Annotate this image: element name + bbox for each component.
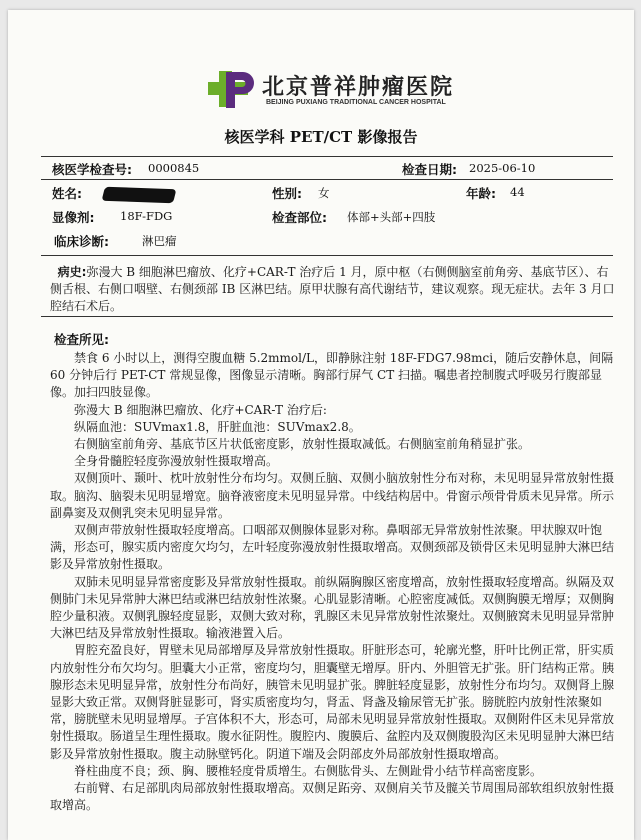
- exam-date-value: 2025-06-10: [469, 161, 536, 175]
- name-label: 姓名:: [52, 186, 82, 201]
- hospital-logo-icon: [204, 68, 262, 110]
- diagnosis-value: 淋巴瘤: [142, 234, 177, 248]
- age-value: 44: [510, 185, 525, 199]
- findings-paragraph: 禁食 6 小时以上，测得空腹血糖 5.2mmol/L，即静脉注射 18F-FDG7.98mci，随后安静休息，间隔 60 分钟后行 PET-CT 常规显像，图像显示清晰。胸部行屏气 CT 扫描。嘱患者控制腹式呼吸另行腹部显像。加扫四肢显像。: [50, 351, 614, 400]
- name-redaction: [102, 187, 177, 204]
- divider-top: [41, 156, 613, 157]
- history-paragraph: [50, 264, 620, 316]
- findings-paragraph: 双侧声带放射性摄取轻度增高。口咽部双侧腺体显影对称。鼻咽部无异常放射性浓聚。甲状腺双叶饱满，形态可，腺实质内密度欠均匀，左叶轻度弥漫放射性摄取增高。双侧颈部及锁骨区未见明显肿大淋巴结影及异常放射性摄取。: [50, 523, 615, 572]
- findings-paragraph: 胃腔充盈良好，胃壁未见局部增厚及异常放射性摄取。肝脏形态可，轮廓光整，肝叶比例正常，肝实质内放射性分布欠均匀。胆囊大小正常，密度均匀，胆囊壁无增厚。肝内、外胆管无扩张。肝门结构正常。胰腺形态未见明显异常，放射性分布尚好，胰管未见明显扩张。脾脏轻度显影，放射性分布均匀。双侧肾上腺显影大致正常。双侧肾脏显影可，肾实质密度均匀，肾盂、肾盏及输尿管无扩张。膀胱腔内放射性浓聚如常，膀胱壁未见明显增厚。子宫体积不大，形态可，局部未见明显异常放射性摄取。双侧附件区未见异常放射性摄取。肠道呈生理性摄取。腹水征阴性。腹腔内、腹膜后、盆腔内及双侧腹股沟区未见明显肿大淋巴结影及异常放射性摄取。腹主动脉壁钙化。阴道下端及会阴部皮外局部放射性摄取增高。: [50, 643, 615, 761]
- exam-date-label: 检查日期:: [402, 162, 457, 177]
- findings-paragraph: 右侧脑室前角旁、基底节区片状低密度影，放射性摄取减低。右侧脑室前角稍显扩张。: [74, 437, 531, 452]
- findings-paragraph: 右前臂、右足部肌肉局部放射性摄取增高。双侧足跖旁、双侧肩关节及髋关节周围局部软组织放射性摄取增高。: [50, 781, 615, 813]
- findings-label: 检查所见:: [54, 332, 109, 347]
- hospital-name-cn: 北京普祥肿瘤医院: [262, 75, 455, 100]
- history-text: 弥漫大 B 细胞淋巴瘤放、化疗+CAR-T 治疗后 1 月，原中枢（右侧侧脑室前角旁、基底节区）、右侧舌根、右侧口咽壁、右侧颈部 IB 区淋巴结。原甲状腺有高代谢结节，建议观察。现无症状。去年 3 月口腔结石术后。: [50, 265, 615, 314]
- history-label: 病史:: [57, 265, 87, 279]
- findings-body: [50, 350, 620, 814]
- findings-paragraph: 双肺未见明显异常密度影及异常放射性摄取。前纵隔胸腺区密度增高，放射性摄取轻度增高。纵隔及双侧肺门未见异常肿大淋巴结或淋巴结放射性浓聚。心肌显影清晰。心腔密度减低。双侧胸膜无增厚；双侧胸腔少量积液。双侧乳腺轻度显影，双侧大致对称，乳腺区未见异常放射性浓聚灶。双侧腋窝未见明显异常肿大淋巴结及异常放射性摄取。输液港置入后。: [50, 574, 615, 641]
- findings-paragraph: 脊柱曲度不良；颈、胸、腰椎轻度骨质增生。右侧肱骨头、左侧趾骨小结节样高密度影。: [74, 763, 543, 778]
- report-sheet: [8, 10, 634, 840]
- diagnosis-label: 临床诊断:: [54, 234, 109, 249]
- exam-no-value: 0000845: [148, 161, 200, 175]
- findings-paragraph: 双侧顶叶、颞叶、枕叶放射性分布均匀。双侧丘脑、双侧小脑放射性分布对称，未见明显异常放射性摄取。脑沟、脑裂未见明显增宽。脑脊液密度未见明显异常。中线结构居中。骨窗示颅骨骨质未见异常。所示副鼻窦及双侧乳突未见明显异常。: [50, 471, 615, 520]
- findings-paragraph: 弥漫大 B 细胞淋巴瘤放、化疗+CAR-T 治疗后:: [74, 402, 327, 417]
- divider-findings: [41, 316, 613, 317]
- site-label: 检查部位:: [272, 210, 327, 225]
- hospital-name-en: BEIJING PUXIANG TRADITIONAL CANCER HOSPITAL: [266, 99, 446, 106]
- findings-paragraph: 纵隔血池：SUVmax1.8，肝脏血池：SUVmax2.8。: [74, 419, 361, 434]
- site-value: 体部+头部+四肢: [347, 210, 436, 224]
- report-title: 核医学科 PET/CT 影像报告: [224, 128, 418, 146]
- divider-history: [41, 255, 613, 256]
- tracer-label: 显像剂:: [52, 210, 95, 225]
- exam-no-label: 核医学检查号:: [52, 162, 132, 177]
- findings-paragraph: 全身骨髓腔轻度弥漫放射性摄取增高。: [74, 454, 279, 469]
- divider-patient: [41, 179, 613, 180]
- sex-label: 性别:: [272, 186, 302, 201]
- age-label: 年龄:: [466, 186, 496, 201]
- tracer-value: 18F-FDG: [120, 209, 173, 223]
- sex-value: 女: [318, 186, 330, 200]
